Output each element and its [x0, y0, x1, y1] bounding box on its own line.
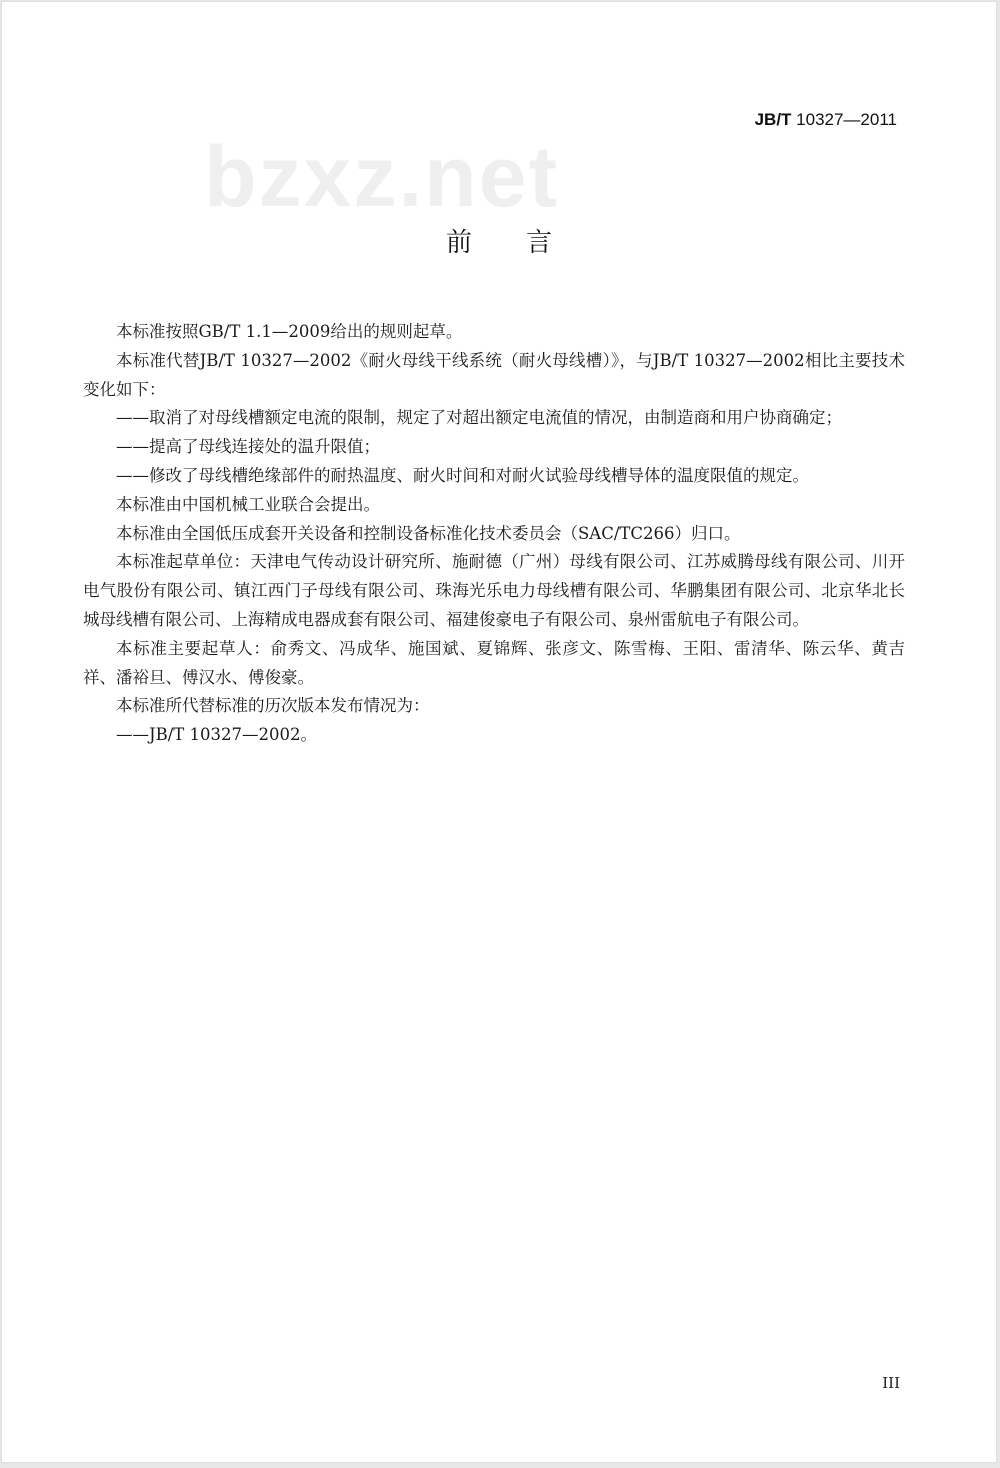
paragraph-drafters: 本标准主要起草人：俞秀文、冯成华、施国斌、夏锦辉、张彦文、陈雪梅、王阳、雷清华、陈云华、黄吉祥、潘裕旦、傅汉水、傅俊豪。	[83, 638, 905, 687]
page-number: III	[882, 1374, 900, 1392]
paragraph-proposer: 本标准由中国机械工业联合会提出。	[116, 494, 380, 514]
foreword-body	[83, 318, 905, 750]
standard-code-prefix: JB/T	[754, 110, 792, 129]
paragraph-committee: 本标准由全国低压成套开关设备和控制设备标准化技术委员会（SAC/TC266）归口。	[116, 523, 741, 543]
change-item-3: ——修改了母线槽绝缘部件的耐热温度、耐火时间和对耐火试验母线槽导体的温度限值的规定。	[116, 465, 809, 485]
document-page	[2, 2, 996, 1462]
paragraph-replacement: 本标准代替JB/T 10327—2002《耐火母线干线系统（耐火母线槽）》，与JB/T 10327—2002相比主要技术变化如下：	[83, 350, 905, 399]
change-item-1: ——取消了对母线槽额定电流的限制，规定了对超出额定电流值的情况，由制造商和用户协商确定；	[116, 408, 842, 428]
page-title: 前言	[445, 228, 606, 258]
watermark: bzxz.net	[204, 129, 560, 225]
paragraph-drafting-rule: 本标准按照GB/T 1.1—2009给出的规则起草。	[116, 322, 463, 341]
change-item-2: ——提高了母线连接处的温升限值；	[116, 437, 380, 457]
standard-code-number: 10327—2011	[791, 110, 897, 129]
paragraph-history: 本标准所代替标准的历次版本发布情况为：	[116, 696, 430, 716]
paragraph-drafting-units: 本标准起草单位：天津电气传动设计研究所、施耐德（广州）母线有限公司、江苏威腾母线有限公司、川开电气股份有限公司、镇江西门子母线有限公司、珠海光乐电力母线槽有限公司、华鹏集团有限公司、北京华北长城母线槽有限公司、上海精成电器成套有限公司、福建俊豪电子有限公司、泉州雷航电子有限公司。	[83, 552, 905, 629]
standard-code	[755, 110, 897, 130]
history-item-1: ——JB/T 10327—2002。	[116, 725, 318, 745]
